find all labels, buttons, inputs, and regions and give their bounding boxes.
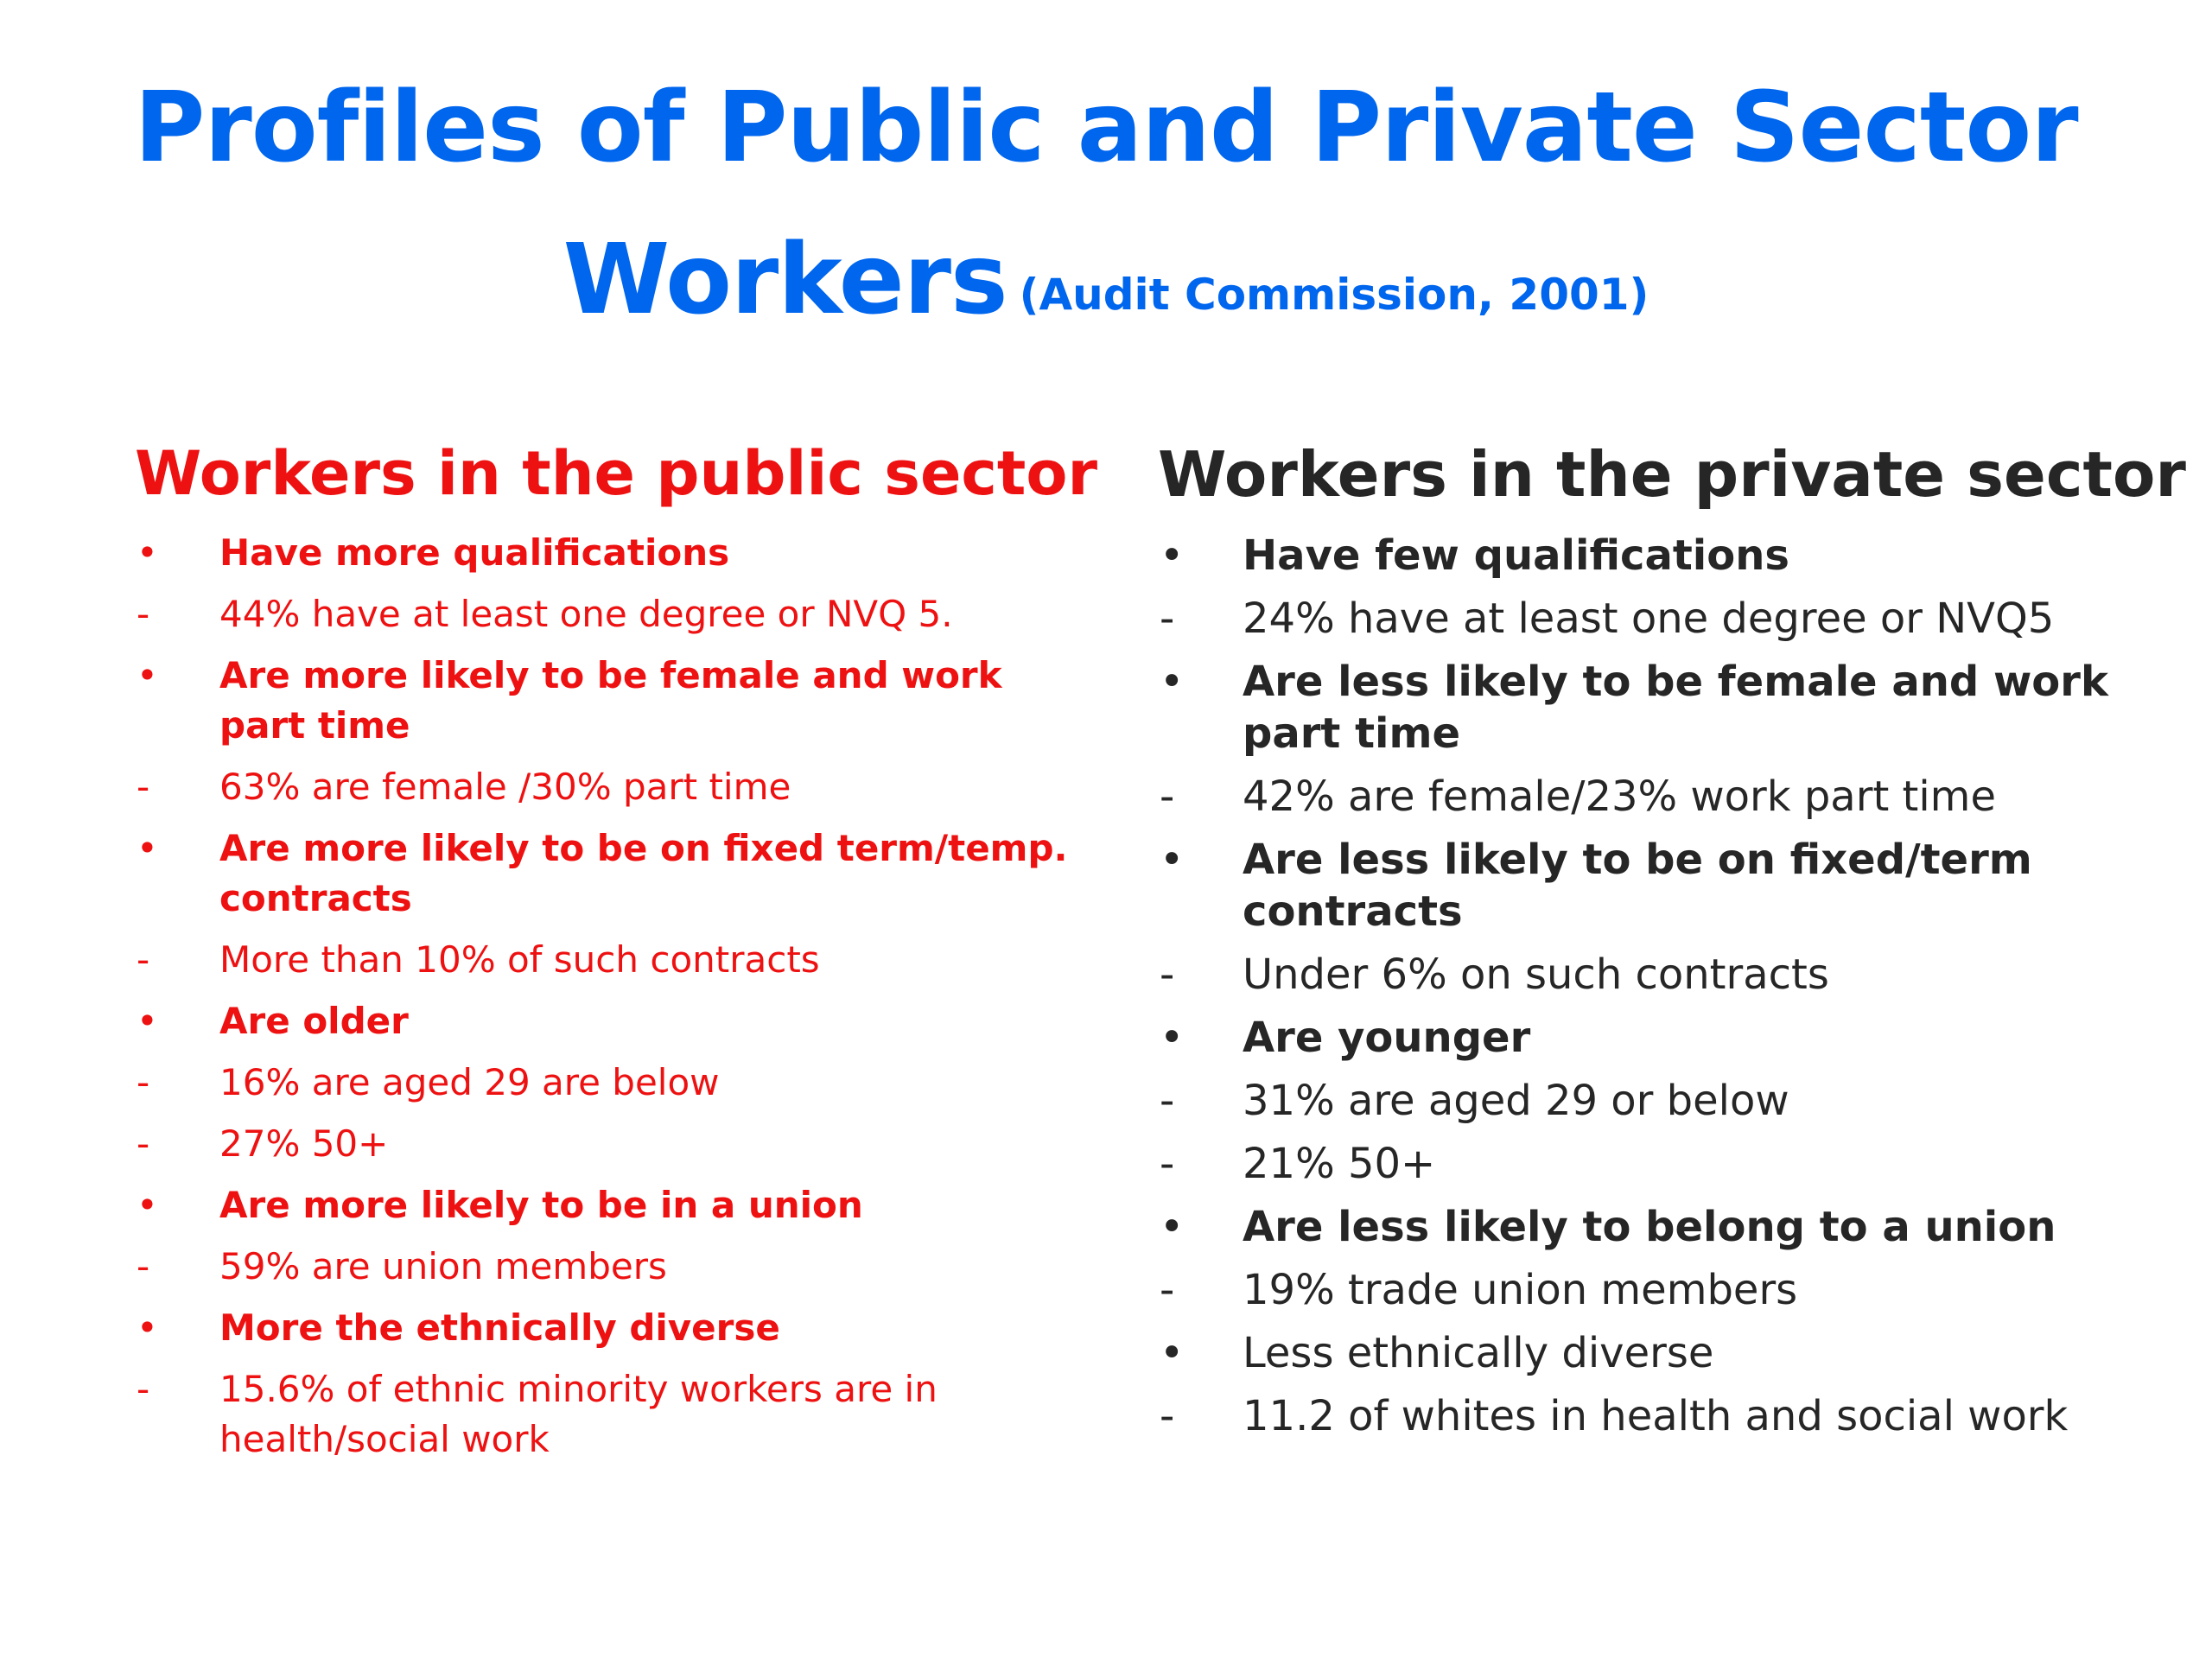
public-sector-item-text: Are more likely to be female and work part time	[219, 654, 1002, 747]
bullet-icon: •	[1160, 1203, 1185, 1252]
private-sector-item-text: Are younger	[1243, 1014, 1531, 1063]
public-sector-item-text: More the ethnically diverse	[219, 1306, 780, 1349]
bullet-icon: •	[137, 1000, 158, 1042]
public-sector-item	[135, 1242, 1094, 1292]
bullet-icon: •	[137, 1184, 158, 1226]
slide-title-line-2	[0, 224, 2212, 336]
public-sector-heading: Workers in the public sector	[135, 438, 1097, 509]
private-sector-item	[1158, 949, 2177, 1001]
public-sector-item-text: 63% are female /30% part time	[219, 766, 791, 808]
private-sector-item	[1158, 1327, 2177, 1379]
public-sector-item-text: 16% are aged 29 are below	[219, 1061, 720, 1103]
dash-icon: -	[1160, 1266, 1175, 1315]
private-sector-column	[1158, 438, 2186, 1453]
bullet-icon: •	[1160, 1014, 1185, 1063]
private-sector-item-text: 21% 50+	[1243, 1140, 1436, 1189]
public-sector-list	[135, 528, 1094, 1465]
public-sector-item-text: Are more likely to be in a union	[219, 1184, 863, 1226]
private-sector-item-text: Under 6% on such contracts	[1243, 950, 1829, 1000]
public-sector-item	[135, 1180, 1094, 1230]
private-sector-item-text: 24% have at least one degree or NVQ5	[1243, 594, 2055, 644]
public-sector-item	[135, 528, 1094, 578]
slide-title-workers: Workers	[563, 224, 1007, 336]
dash-icon: -	[137, 593, 150, 635]
dash-icon: -	[137, 938, 150, 981]
public-sector-item	[135, 1119, 1094, 1169]
dash-icon: -	[137, 1122, 150, 1165]
slide-title-line-1: Profiles of Public and Private Sector	[134, 72, 2078, 184]
dash-icon: -	[137, 1061, 150, 1103]
bullet-icon: •	[1160, 531, 1185, 581]
dash-icon: -	[1160, 1140, 1175, 1189]
dash-icon: -	[137, 1368, 150, 1410]
private-sector-list	[1158, 530, 2177, 1442]
public-sector-item-text: Are more likely to be on fixed term/temp. contracts	[219, 827, 1068, 919]
public-sector-item	[135, 1364, 1094, 1465]
public-sector-item	[135, 823, 1094, 924]
private-sector-heading: Workers in the private sector	[1158, 438, 2186, 511]
public-sector-column	[135, 438, 1097, 1476]
private-sector-item	[1158, 1075, 2177, 1127]
public-sector-item-text: 59% are union members	[219, 1245, 667, 1287]
dash-icon: -	[1160, 772, 1175, 822]
dash-icon: -	[1160, 594, 1175, 644]
private-sector-item-text: Have few qualifications	[1243, 531, 1789, 581]
public-sector-item-text: 44% have at least one degree or NVQ 5.	[219, 593, 953, 635]
dash-icon: -	[137, 1245, 150, 1287]
bullet-icon: •	[137, 531, 158, 574]
public-sector-item-text: 15.6% of ethnic minority workers are in health/social work	[219, 1368, 938, 1460]
private-sector-item-text: 19% trade union members	[1243, 1266, 1798, 1315]
private-sector-item-text: 11.2 of whites in health and social work	[1243, 1392, 2069, 1441]
public-sector-item-text: Are older	[219, 1000, 409, 1042]
private-sector-item-text: 31% are aged 29 or below	[1243, 1077, 1789, 1126]
public-sector-item	[135, 762, 1094, 812]
public-sector-item	[135, 1303, 1094, 1353]
dash-icon: -	[137, 766, 150, 808]
bullet-icon: •	[1160, 836, 1185, 885]
private-sector-item	[1158, 530, 2177, 582]
private-sector-item	[1158, 1390, 2177, 1442]
bullet-icon: •	[137, 1306, 158, 1349]
private-sector-item	[1158, 656, 2177, 760]
private-sector-item	[1158, 593, 2177, 645]
dash-icon: -	[1160, 950, 1175, 1000]
public-sector-item	[135, 589, 1094, 639]
private-sector-item	[1158, 1201, 2177, 1253]
public-sector-item-text: More than 10% of such contracts	[219, 938, 820, 981]
bullet-icon: •	[137, 654, 158, 696]
public-sector-item-text: Have more qualifications	[219, 531, 730, 574]
bullet-icon: •	[137, 827, 158, 869]
public-sector-item	[135, 651, 1094, 751]
dash-icon: -	[1160, 1077, 1175, 1126]
public-sector-item	[135, 935, 1094, 985]
public-sector-item	[135, 1058, 1094, 1108]
dash-icon: -	[1160, 1392, 1175, 1441]
title-citation: (Audit Commission, 2001)	[1019, 270, 1649, 320]
bullet-icon: •	[1160, 658, 1185, 707]
private-sector-item	[1158, 1264, 2177, 1316]
private-sector-item	[1158, 1012, 2177, 1064]
private-sector-item-text: Less ethnically diverse	[1243, 1329, 1714, 1378]
private-sector-item	[1158, 1138, 2177, 1190]
private-sector-item	[1158, 834, 2177, 938]
private-sector-item-text: Are less likely to belong to a union	[1243, 1203, 2056, 1252]
public-sector-item-text: 27% 50+	[219, 1122, 389, 1165]
private-sector-item-text: Are less likely to be female and work part time	[1243, 658, 2108, 759]
public-sector-item	[135, 996, 1094, 1046]
private-sector-item-text: Are less likely to be on fixed/term contracts	[1243, 836, 2032, 937]
private-sector-item-text: 42% are female/23% work part time	[1243, 772, 1996, 822]
private-sector-item	[1158, 771, 2177, 823]
bullet-icon: •	[1160, 1329, 1185, 1378]
